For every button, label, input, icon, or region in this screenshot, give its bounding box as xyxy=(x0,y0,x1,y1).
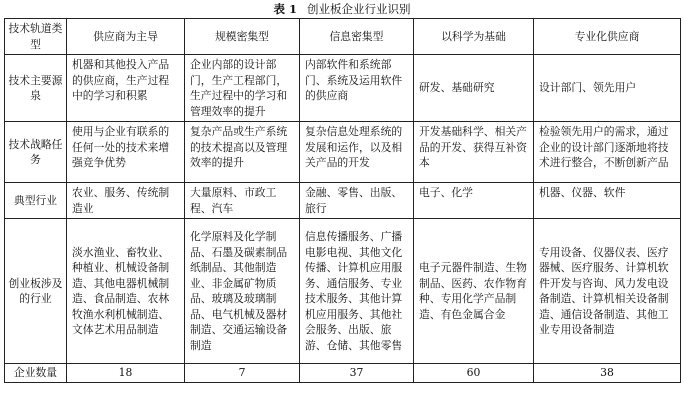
table-cell: 60 xyxy=(414,364,534,383)
header-cell: 专业化供应商 xyxy=(534,19,681,55)
table-cell: 金融、零售、出版、旅行 xyxy=(300,183,414,219)
table-cell: 使用与企业有联系的任何一处的技术来增强竞争优势 xyxy=(67,122,185,183)
table-cell: 开发基础科学、相关产品的开发、获得互补资本 xyxy=(414,122,534,183)
table-row xyxy=(5,55,681,122)
table-cell: 化学原料及化学制品、石墨及碳素制品纸制品、其他制造业、非金属矿物质品、玻璃及玻璃制品、电气机械及器材制造、交通运输设备制造 xyxy=(185,219,300,364)
table-header-row xyxy=(5,19,681,55)
table-row xyxy=(5,122,681,183)
table-cell: 电子元器件制造、生物制品、医药、农作物育种、专用化学产品制造、有色金属合金 xyxy=(414,219,534,364)
industry-table xyxy=(4,18,681,383)
row-header: 技术主要源泉 xyxy=(5,55,67,122)
row-header: 技术战略任务 xyxy=(5,122,67,183)
table-cell: 研发、基础研究 xyxy=(414,55,534,122)
table-cell: 机器和其他投入产品的供应商，生产过程中的学习和积累 xyxy=(67,55,185,122)
table-row xyxy=(5,219,681,364)
header-cell: 信息密集型 xyxy=(300,19,414,55)
table-cell: 设计部门、领先用户 xyxy=(534,55,681,122)
header-cell: 供应商为主导 xyxy=(67,19,185,55)
header-cell: 以科学为基础 xyxy=(414,19,534,55)
table-cell: 检验领先用户的需求，通过企业的设计部门逐渐地将技术进行整合，不断创新产品 xyxy=(534,122,681,183)
table-cell: 大量原料、市政工程、汽车 xyxy=(185,183,300,219)
row-header: 创业板涉及的行业 xyxy=(5,219,67,364)
table-cell: 信息传播服务、广播电影电视、其他文化传播、计算机应用服务、通信服务、专业技术服务、其他计算机应用服务、其他社会服务、出版、旅游、仓储、其他零售 xyxy=(300,219,414,364)
table-cell: 37 xyxy=(300,364,414,383)
table-cell: 18 xyxy=(67,364,185,383)
table-cell: 复杂信息处理系统的发展和运作，以及相关产品的开发 xyxy=(300,122,414,183)
table-cell: 淡水渔业、畜牧业、种植业、机械设备制造、其他电器机械制造、食品制造、农林牧渔水利机械制造、文体艺术用品制造 xyxy=(67,219,185,364)
table-row xyxy=(5,183,681,219)
table-cell: 38 xyxy=(534,364,681,383)
table-cell: 内部软件和系统部门、系统及运用软件的供应商 xyxy=(300,55,414,122)
table-cell: 企业内部的设计部门，生产工程部门，生产过程中的学习和管理效率的提升 xyxy=(185,55,300,122)
row-header: 企业数量 xyxy=(5,364,67,383)
caption-label: 表 1 xyxy=(273,2,297,16)
table-row xyxy=(5,364,681,383)
table-cell: 电子、化学 xyxy=(414,183,534,219)
table-cell: 机器、仪器、软件 xyxy=(534,183,681,219)
header-cell: 规模密集型 xyxy=(185,19,300,55)
caption-title: 创业板企业行业识别 xyxy=(307,2,411,16)
row-header: 典型行业 xyxy=(5,183,67,219)
table-cell: 专用设备、仪器仪表、医疗器械、医疗服务、计算机软件开发与咨询、风力发电设备制造、计算机相关设备制造、通信设备制造、其他工业专用设备制造 xyxy=(534,219,681,364)
table-cell: 农业、服务、传统制造业 xyxy=(67,183,185,219)
table-caption xyxy=(0,2,684,16)
table-cell: 7 xyxy=(185,364,300,383)
header-cell: 技术轨道类型 xyxy=(5,19,67,55)
table-cell: 复杂产品或生产系统的技术提高以及管理效率的提升 xyxy=(185,122,300,183)
